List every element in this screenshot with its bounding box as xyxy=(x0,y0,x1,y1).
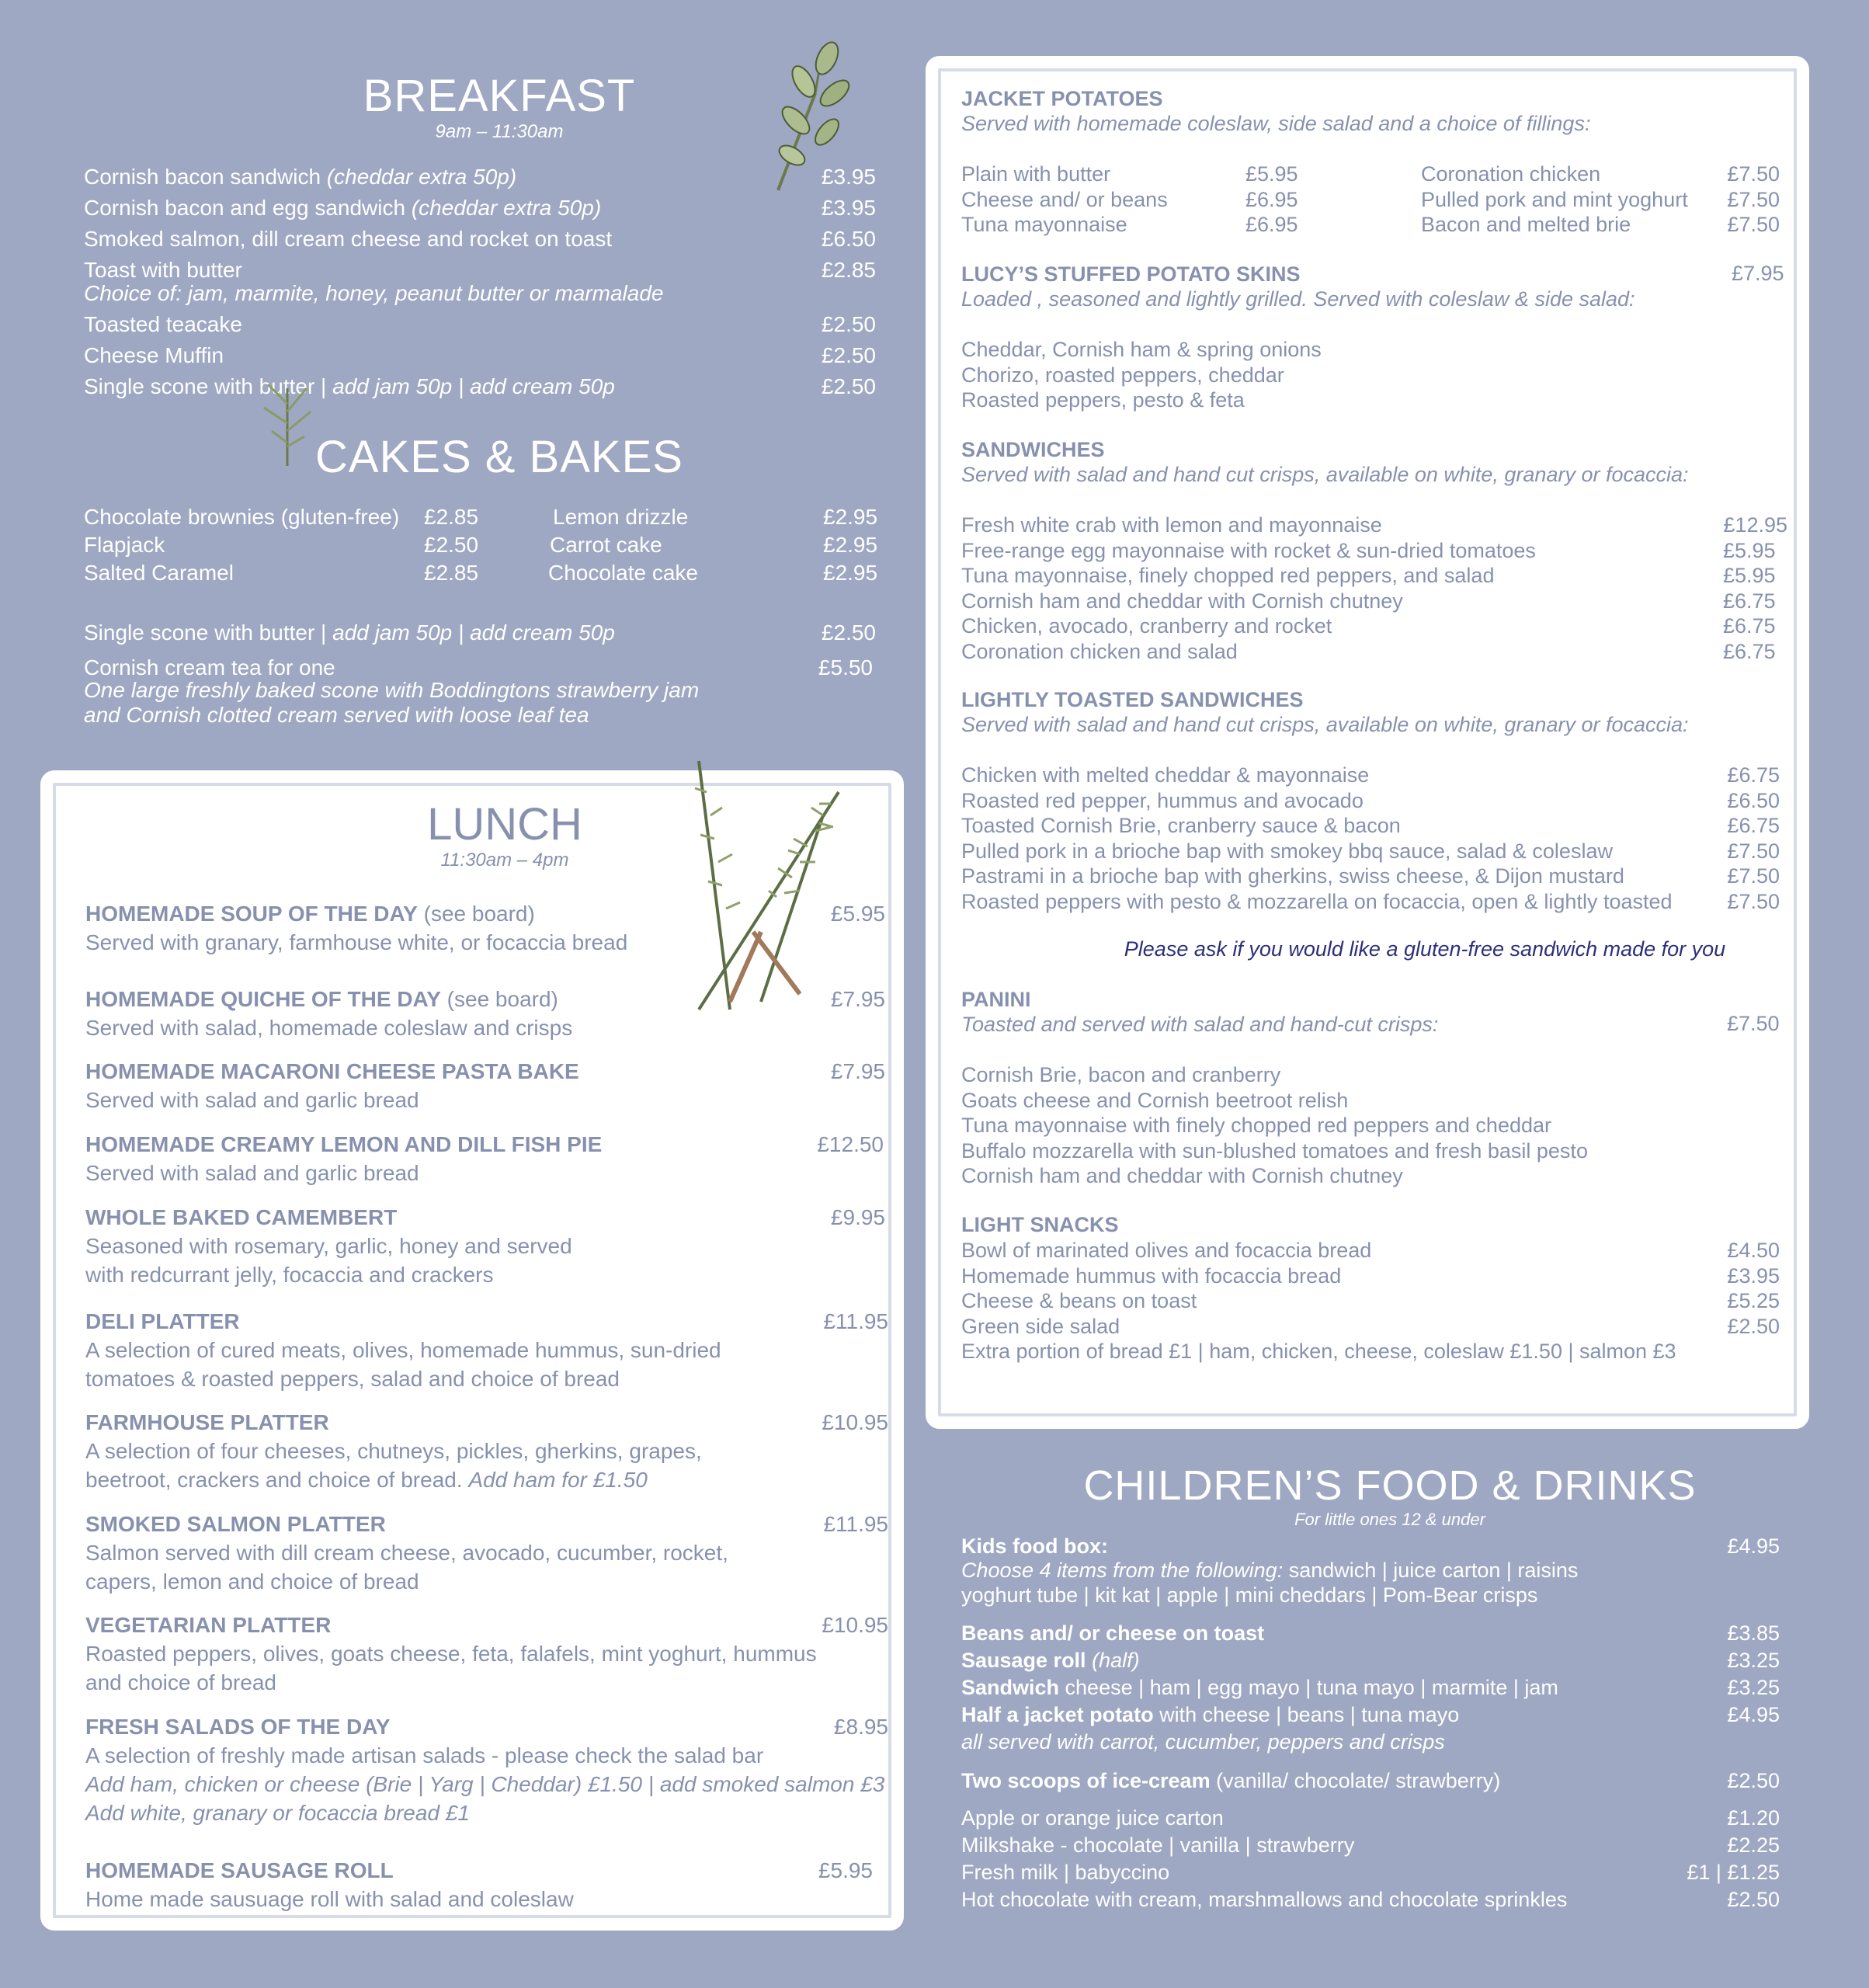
price: £2.50 xyxy=(1727,1888,1780,1911)
cake-price: £2.50 xyxy=(424,533,479,557)
price: £2.25 xyxy=(1727,1833,1780,1857)
drink-item: Fresh milk | babyccino £1 | £1.25 xyxy=(961,1859,1780,1886)
lunch-item: WHOLE BAKED CAMEMBERT £9.95 Seasoned with rosemary, garlic, honey and served with redcurrant jelly, focaccia and crackers xyxy=(85,1203,885,1289)
drink-item: Milkshake - chocolate | vanilla | strawberry £2.25 xyxy=(961,1832,1780,1859)
lunch-title: LUNCH xyxy=(427,799,582,850)
toasted-sub: Served with salad and hand cut crisps, available on white, granary or focaccia: xyxy=(961,713,1689,736)
breakfast-hours: 9am – 11:30am xyxy=(435,121,564,142)
ice-cream-item: Two scoops of ice-cream (vanilla/ chocolate/ strawberry) £2.50 xyxy=(961,1767,1780,1795)
price: £3.95 xyxy=(821,196,876,220)
toasted-list: Chicken with melted cheddar & mayonnaise Roasted red pepper, hummus and avocado Toasted Cornish Brie, cranberry sauce & bacon Pulled pork in a brioche bap with smokey bbq sauce, salad & coleslaw Pastrami in a brioche bap with gherkins, swiss cheese, & Dijon mustard Roasted peppers with pesto & mozzarella on focaccia, open & lightly toasted xyxy=(961,763,1673,913)
lunch-item: HOMEMADE QUICHE OF THE DAY (see board) £7.95 Served with salad, homemade coleslaw and crisps xyxy=(85,985,885,1042)
breakfast-item: Toasted teacake £2.50 xyxy=(84,309,876,340)
lunch-item: DELI PLATTER £11.95 A selection of cured meats, olives, homemade hummus, sun-dried tomatoes & roasted peppers, salad and choice of bread xyxy=(85,1307,888,1393)
kids-box-line: yoghurt tube | kit kat | apple | mini cheddars | Pom-Bear crisps xyxy=(961,1583,1538,1607)
toasted-prices: £6.75 £6.50 £6.75 £7.50 £7.50 £7.50 xyxy=(1727,763,1780,913)
cake-price: £2.85 xyxy=(424,561,479,585)
kids-item: Sandwich cheese | ham | egg mayo | tuna mayo | marmite | jam £3.25 xyxy=(961,1674,1780,1701)
price: £10.95 xyxy=(822,1613,888,1637)
kids-item: Half a jacket potato with cheese | beans | tuna mayo £4.95 xyxy=(961,1701,1780,1729)
jacket-right-list: Coronation chicken Pulled pork and mint yoghurt Bacon and melted brie xyxy=(1421,162,1688,236)
panini-list: Cornish Brie, bacon and cranberry Goats cheese and Cornish beetroot relish Tuna mayonnaise with finely chopped red peppers and cheddar Buffalo mozzarella with sun-blushed tomatoes and fresh basil pesto Cornish ham and cheddar with Cornish chutney xyxy=(961,1063,1588,1187)
lunch-item: HOMEMADE CREAMY LEMON AND DILL FISH PIE £12.50 Served with salad and garlic bread xyxy=(85,1130,884,1187)
price: £10.95 xyxy=(822,1410,888,1434)
breakfast-item: Cheese Muffin £2.50 xyxy=(84,340,876,371)
lunch-item: FARMHOUSE PLATTER £10.95 A selection of four cheeses, chutneys, pickles, gherkins, grapes, beetroot, crackers and choice of bread. Add ham for £1.50 xyxy=(85,1408,888,1494)
kids-item: Sausage roll (half) £3.25 xyxy=(961,1647,1780,1674)
toasted-title: LIGHTLY TOASTED SANDWICHES xyxy=(961,688,1304,711)
price: £4.95 xyxy=(1727,1703,1780,1726)
skins-sub: Loaded , seasoned and lightly grilled. Served with coleslaw & side salad: xyxy=(961,287,1635,311)
price: £3.25 xyxy=(1727,1676,1780,1699)
sandwiches-prices: £12.95 £5.95 £5.95 £6.75 £6.75 £6.75 xyxy=(1723,513,1787,663)
lunch-hours: 11:30am – 4pm xyxy=(440,850,569,871)
cake-price: £2.95 xyxy=(823,561,878,585)
breakfast-item: Smoked salmon, dill cream cheese and rocket on toast £6.50 xyxy=(84,224,876,255)
cake-item: Salted Caramel xyxy=(84,561,234,585)
cake-price: £2.85 xyxy=(424,505,479,529)
lunch-item: HOMEMADE SAUSAGE ROLL £5.95 Home made sausuage roll with salad and coleslaw xyxy=(85,1856,873,1913)
price: £3.85 xyxy=(1727,1621,1780,1645)
skins-price: £7.95 xyxy=(1732,262,1784,285)
price: £11.95 xyxy=(823,1512,888,1536)
lunch-item: SMOKED SALMON PLATTER £11.95 Salmon served with dill cream cheese, avocado, cucumber, rocket, capers, lemon and choice of bread xyxy=(85,1510,888,1596)
breakfast-item: Cornish bacon and egg sandwich (cheddar extra 50p) £3.95 xyxy=(84,193,876,224)
price: £6.50 xyxy=(821,227,876,251)
kids-box-line: Choose 4 items from the following: sandwich | juice carton | raisins xyxy=(961,1559,1579,1582)
scone-item: Single scone with butter | add jam 50p | add cream 50p £2.50 xyxy=(84,617,876,648)
price: £1 | £1.25 xyxy=(1687,1861,1780,1884)
jacket-left-list: Plain with butter Cheese and/ or beans Tuna mayonnaise xyxy=(961,162,1168,236)
lunch-item: HOMEMADE MACARONI CHEESE PASTA BAKE £7.95 Served with salad and garlic bread xyxy=(85,1057,885,1114)
panini-price: £7.50 xyxy=(1727,1012,1780,1035)
price: £1.20 xyxy=(1727,1806,1780,1830)
breakfast-title: BREAKFAST xyxy=(363,71,636,121)
rosemary-icon xyxy=(683,746,862,1017)
price: £3.95 xyxy=(821,165,876,189)
breakfast-item: Toast with butter £2.85 xyxy=(84,255,876,286)
cake-item: Carrot cake xyxy=(550,533,662,557)
price: £2.85 xyxy=(821,258,876,282)
jacket-right-prices: £7.50 £7.50 £7.50 xyxy=(1727,162,1780,236)
cake-item: Flapjack xyxy=(84,533,165,557)
panini-title: PANINI xyxy=(961,988,1031,1011)
cake-item: Chocolate cake xyxy=(548,561,699,585)
breakfast-item-note: Choice of: jam, marmite, honey, peanut butter or marmalade xyxy=(84,281,664,305)
jacket-title: JACKET POTATOES xyxy=(961,87,1163,110)
price: £7.95 xyxy=(830,987,885,1011)
price: £9.95 xyxy=(830,1205,885,1229)
cake-item: Lemon drizzle xyxy=(553,505,689,529)
snacks-title: LIGHT SNACKS xyxy=(961,1213,1119,1236)
drink-item: Apple or orange juice carton £1.20 xyxy=(961,1805,1780,1832)
sandwiches-sub: Served with salad and hand cut crisps, available on white, granary or focaccia: xyxy=(961,463,1689,486)
cake-price: £2.95 xyxy=(823,533,878,557)
cake-item: Chocolate brownies (gluten-free) xyxy=(84,505,400,529)
price: £5.95 xyxy=(830,902,885,926)
lunch-item: FRESH SALADS OF THE DAY £8.95 A selection of freshly made artisan salads - please check the salad bar Add ham, chicken or cheese (Brie | Yarg | Cheddar) £1.50 | add smoked salmon £3 Add white, granary or focaccia bread £1 xyxy=(85,1712,888,1827)
kids-box: Kids food box: £4.95 xyxy=(961,1533,1780,1560)
price: £5.95 xyxy=(818,1858,873,1882)
breakfast-item: Single scone with butter | add jam 50p | add cream 50p £2.50 xyxy=(84,371,876,402)
sandwiches-title: SANDWICHES xyxy=(961,438,1105,461)
jacket-left-prices: £5.95 £6.95 £6.95 xyxy=(1245,162,1298,236)
drink-item: Hot chocolate with cream, marshmallows and chocolate sprinkles £2.50 xyxy=(961,1886,1780,1913)
cakes-title: CAKES & BAKES xyxy=(315,432,683,482)
children-sub: For little ones 12 & under xyxy=(1294,1510,1485,1529)
price: £2.50 xyxy=(821,374,876,398)
children-title: CHILDREN’S FOOD & DRINKS xyxy=(1083,1462,1697,1509)
price: £7.95 xyxy=(830,1059,885,1083)
cream-tea-desc: One large freshly baked scone with Boddingtons strawberry jam and Cornish clotted cream served with loose leaf tea xyxy=(84,678,700,727)
sandwiches-list: Fresh white crab with lemon and mayonnaise Free-range egg mayonnaise with rocket & sun-dried tomatoes Tuna mayonnaise, finely chopped red peppers, and salad Cornish ham and cheddar with Cornish chutney Chicken, avocado, cranberry and rocket Coronation chicken and salad xyxy=(961,513,1536,663)
panini-sub: Toasted and served with salad and hand-cut crisps: xyxy=(961,1013,1439,1036)
jacket-sub: Served with homemade coleslaw, side salad and a choice of fillings: xyxy=(961,112,1591,135)
snacks-list: Bowl of marinated olives and focaccia bread Homemade hummus with focaccia bread Cheese & beans on toast Green side salad Extra portion of bread £1 | ham, chicken, cheese, coleslaw £1.50 | salmon £3 xyxy=(961,1239,1676,1363)
price: £5.50 xyxy=(818,655,873,679)
gluten-free-note: Please ask if you would like a gluten-free sandwich made for you xyxy=(1124,937,1726,961)
cake-price: £2.95 xyxy=(823,505,878,529)
price: £2.50 xyxy=(821,312,876,336)
price: £11.95 xyxy=(823,1309,888,1333)
price: £4.95 xyxy=(1727,1534,1780,1558)
price: £12.50 xyxy=(817,1132,884,1156)
lunch-item: VEGETARIAN PLATTER £10.95 Roasted peppers, olives, goats cheese, feta, falafels, mint yoghurt, hummus and choice of bread xyxy=(85,1611,888,1697)
price: £2.50 xyxy=(821,620,876,645)
skins-title: LUCY’S STUFFED POTATO SKINS xyxy=(961,262,1301,286)
price: £2.50 xyxy=(1727,1769,1780,1792)
price: £2.50 xyxy=(821,343,876,367)
price: £8.95 xyxy=(833,1715,888,1739)
kids-served-note: all served with carrot, cucumber, peppers and crisps xyxy=(961,1730,1445,1753)
snacks-prices: £4.50 £3.95 £5.25 £2.50 xyxy=(1727,1239,1780,1338)
breakfast-item: Cornish bacon sandwich (cheddar extra 50p) £3.95 xyxy=(84,162,876,193)
lunch-item: HOMEMADE SOUP OF THE DAY (see board) £5.95 Served with granary, farmhouse white, or focaccia bread xyxy=(85,899,885,957)
cream-tea-item: Cornish cream tea for one £5.50 xyxy=(84,652,873,683)
skins-list: Cheddar, Cornish ham & spring onions Chorizo, roasted peppers, cheddar Roasted peppers, pesto & feta xyxy=(961,338,1322,412)
price: £3.25 xyxy=(1727,1649,1780,1672)
kids-item: Beans and/ or cheese on toast £3.85 xyxy=(961,1620,1780,1647)
